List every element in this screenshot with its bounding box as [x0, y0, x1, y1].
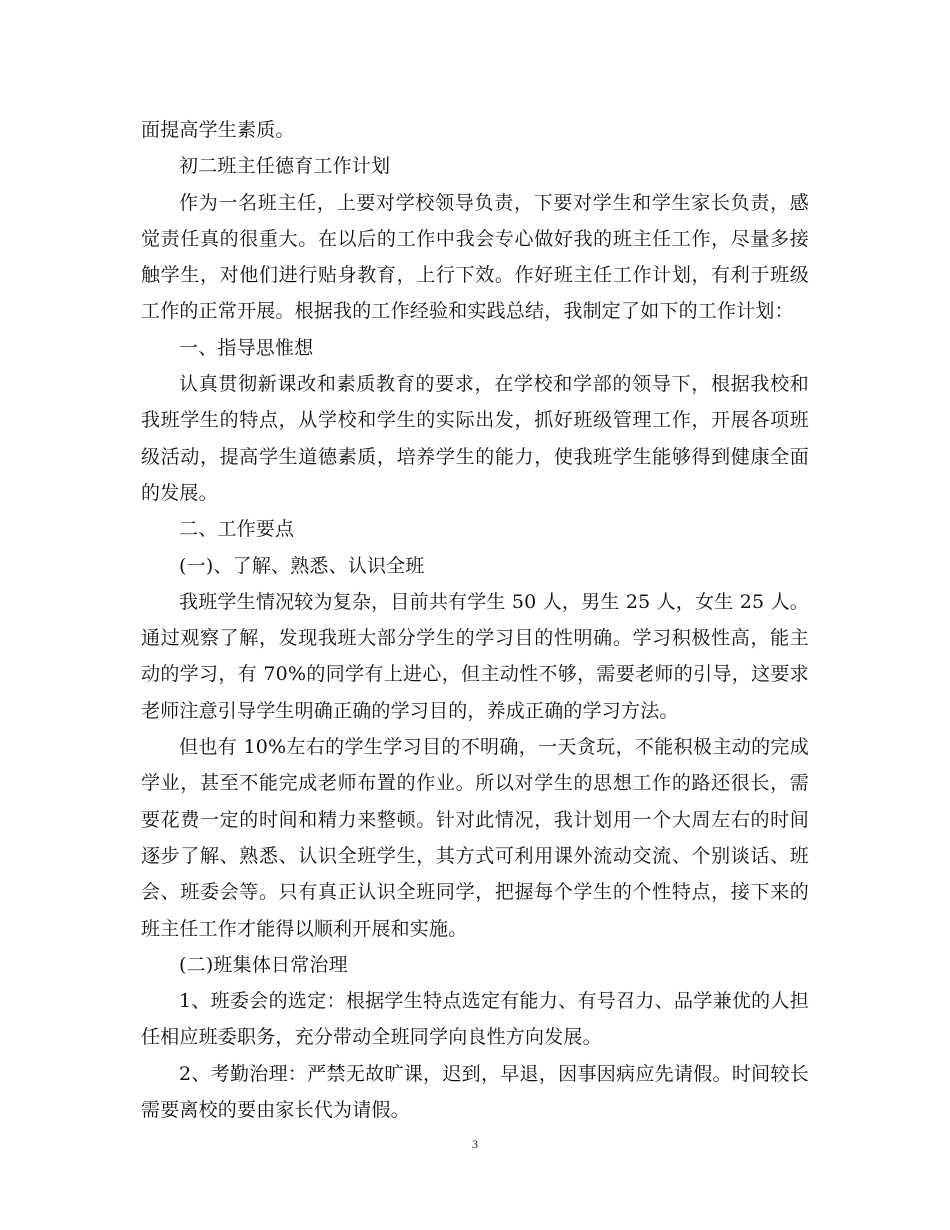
- paragraph-unclear-goals: 但也有 10%左右的学生学习目的不明确，一天贪玩，不能积极主动的完成学业，甚至不能完成老师布置的作业。所以对学生的思想工作的路还很长，需要花费一定的时间和精力来整顿。针对此情况，我计划用一个大周左右的时间逐步了解、熟悉、认识全班学生，其方式可利用课外流动交流、个别谈话、班会、班委会等。只有真正认识全班同学，把握每个学生的个性特点，接下来的班主任工作才能得以顺利开展和实施。: [141, 736, 809, 940]
- paragraph-attendance: 2、考勤治理：严禁无故旷课，迟到，早退，因事因病应先请假。时间较长需要离校的要由家长代为请假。: [141, 1062, 809, 1122]
- paragraph-intro: 作为一名班主任，上要对学校领导负责，下要对学生和学生家长负责，感觉责任真的很重大。在以后的工作中我会专心做好我的班主任工作，尽量多接触学生，对他们进行贴身教育，上行下效。作好班主任工作计划，有利于班级工作的正常开展。根据我的工作经验和实践总结，我制定了如下的工作计划：: [141, 191, 809, 323]
- paragraph-class-committee: 1、班委会的选定：根据学生特点选定有能力、有号召力、品学兼优的人担任相应班委职务，充分带动全班同学向良性方向发展。: [141, 990, 809, 1049]
- heading-work-points: 二、工作要点: [179, 518, 295, 541]
- subheading-daily-management: (二)班集体日常治理: [179, 953, 348, 976]
- subheading-understand-class: (一)、了解、熟悉、认识全班: [179, 554, 425, 577]
- heading-guiding-thought: 一、指导思惟想: [179, 336, 314, 359]
- paragraph-guiding-thought: 认真贯彻新课改和素质教育的要求，在学校和学部的领导下，根据我校和我班学生的特点，从学校和学生的实际出发，抓好班级管理工作，开展各项班级活动，提高学生道德素质，培养学生的能力，使我班学生能够得到健康全面的发展。: [141, 373, 809, 504]
- section-title: 初二班主任德育工作计划: [179, 155, 391, 178]
- paragraph-class-situation: 我班学生情况较为复杂，目前共有学生 50 人，男生 25 人，女生 25 人。通过观察了解，发现我班大部分学生的学习目的性明确。学习积极性高，能主动的学习，有 70%的同学有上进心，但主动性不够，需要老师的引导，这要求老师注意引导学生明确正确的学习目的，养成正确的学习方法。: [141, 590, 809, 722]
- document-body: [141, 112, 809, 1128]
- paragraph-continuation: 面提高学生素质。: [141, 119, 295, 141]
- page-number: 3: [472, 1137, 478, 1151]
